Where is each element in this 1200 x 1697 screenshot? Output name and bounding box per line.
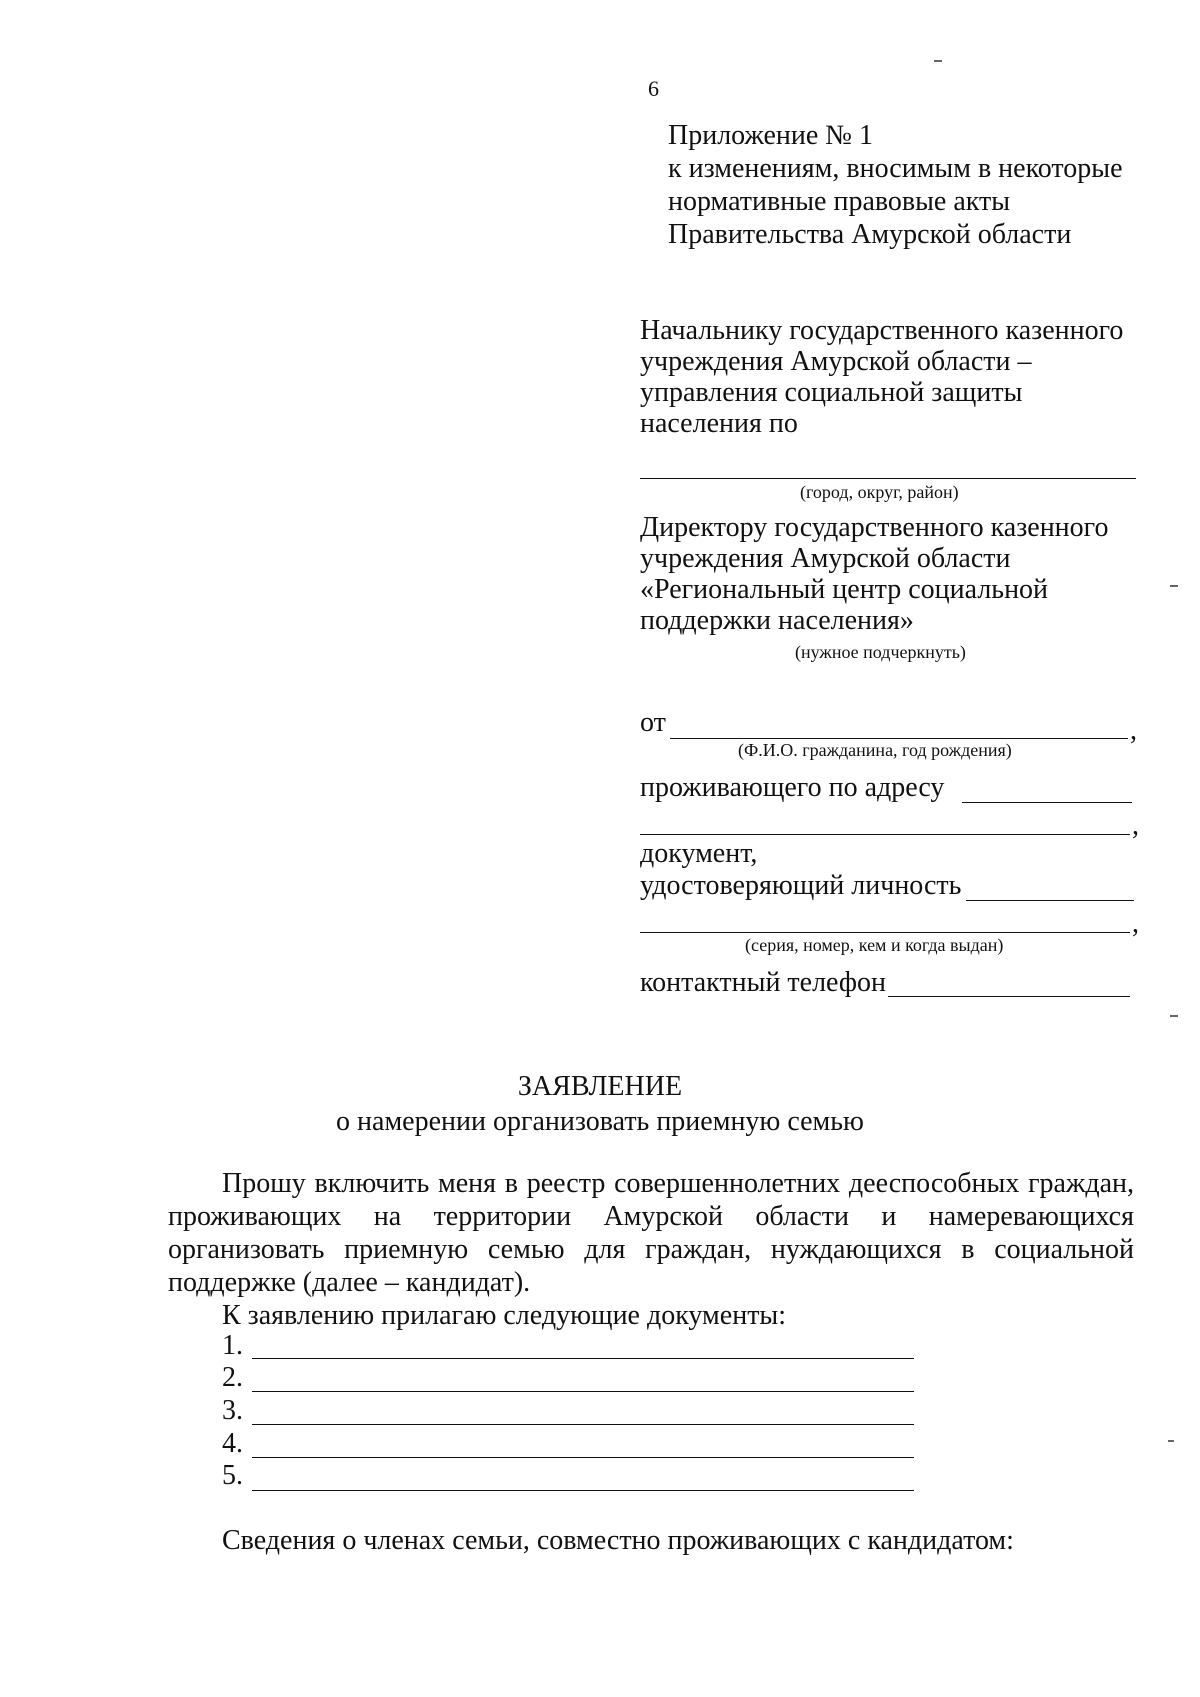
addressee-head	[640, 315, 1123, 439]
addressee-line: Директору государственного казенного	[640, 512, 1109, 543]
from-fill-line[interactable]	[670, 738, 1128, 739]
addressee-line: учреждения Амурской области –	[640, 346, 1032, 377]
addressee-line: Начальнику государственного казенного	[640, 315, 1124, 346]
phone-fill-line[interactable]	[888, 996, 1130, 997]
address-label: проживающего по адресу	[640, 772, 945, 803]
statement-body	[168, 1167, 1134, 1299]
document-fill-line-2[interactable]	[640, 932, 1130, 933]
appendix-line: к изменениям, вносимым в некоторые	[668, 153, 1123, 184]
document-label-2: удостоверяющий личность	[640, 870, 962, 901]
scan-speck	[1168, 1440, 1174, 1442]
scan-speck	[1170, 585, 1178, 587]
from-label: от	[640, 707, 666, 738]
attachment-fill-line[interactable]	[252, 1424, 914, 1425]
statement-title: ЗАЯВЛЕНИЕ	[517, 1071, 683, 1102]
attachment-fill-line[interactable]	[252, 1391, 914, 1392]
addressee-line: учреждения Амурской области	[640, 543, 1011, 574]
addressee-director	[640, 512, 1108, 636]
attachments-intro: К заявлению прилагаю следующие документы:	[222, 1300, 787, 1331]
comma: ,	[1132, 810, 1139, 841]
attachment-number: 3.	[222, 1395, 243, 1426]
attachment-number: 5.	[222, 1460, 243, 1491]
statement-paragraph: Прошу включить меня в реестр совершеннолетних дееспособных граждан, проживающих на территории Амурской области и намеревающихся организовать приемную семью для граждан, нуждающихся в социальной поддержке (далее – кандидат).	[168, 1168, 1134, 1298]
phone-label: контактный телефон	[640, 967, 886, 998]
attachment-number: 4.	[222, 1428, 243, 1459]
statement-subtitle: о намерении организовать приемную семью	[336, 1106, 864, 1137]
addressee-line: населения по	[640, 408, 798, 439]
document-label: документ,	[640, 838, 758, 869]
city-fill-line[interactable]	[640, 478, 1136, 479]
addressee-line: «Региональный центр социальной	[640, 574, 1049, 605]
scan-speck	[1170, 1015, 1178, 1017]
attachment-number: 2.	[222, 1362, 243, 1393]
document-fill-line[interactable]	[966, 900, 1134, 901]
address-fill-line[interactable]	[962, 802, 1132, 803]
underline-caption: (нужное подчеркнуть)	[795, 642, 966, 662]
address-fill-line-2[interactable]	[640, 834, 1130, 835]
attachment-number: 1.	[222, 1330, 243, 1361]
attachment-fill-line[interactable]	[252, 1457, 914, 1458]
comma: ,	[1130, 715, 1137, 746]
from-caption: (Ф.И.О. гражданина, год рождения)	[738, 740, 1012, 760]
family-info-heading: Сведения о членах семьи, совместно проживающих с кандидатом:	[222, 1525, 1014, 1556]
scan-speck	[934, 60, 942, 62]
appendix-line: Приложение № 1	[668, 120, 873, 151]
appendix-line: Правительства Амурской области	[668, 219, 1072, 250]
attachment-fill-line[interactable]	[252, 1490, 914, 1491]
city-caption: (город, округ, район)	[800, 482, 959, 502]
addressee-line: поддержки населения»	[640, 605, 914, 636]
document-caption: (серия, номер, кем и когда выдан)	[745, 935, 1004, 955]
appendix-header	[668, 119, 1123, 251]
comma: ,	[1132, 908, 1139, 939]
addressee-line: управления социальной защиты	[640, 377, 1023, 408]
page-number: 6	[648, 76, 659, 101]
attachment-fill-line[interactable]	[252, 1358, 914, 1359]
appendix-line: нормативные правовые акты	[668, 186, 1011, 217]
